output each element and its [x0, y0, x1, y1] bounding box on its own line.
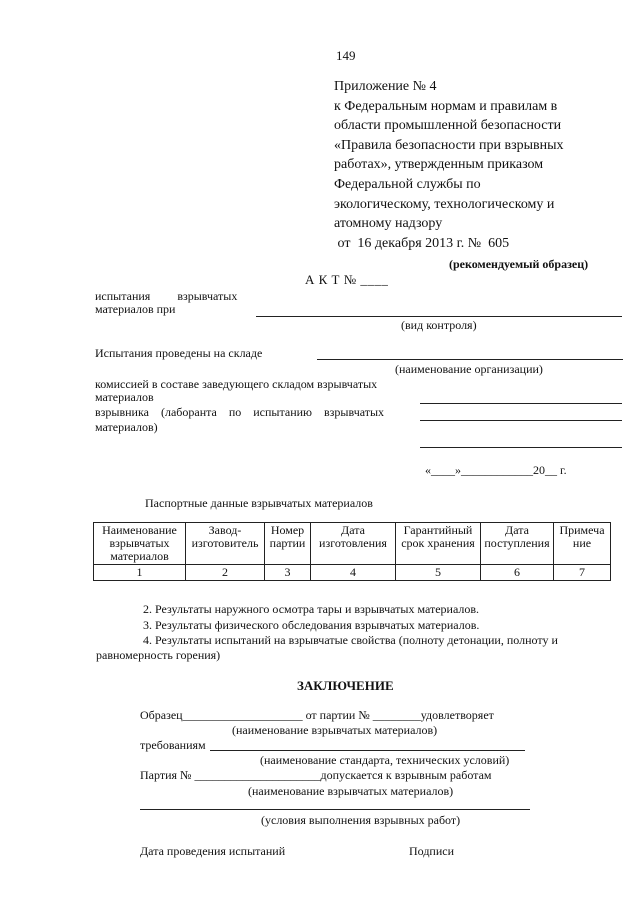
control-type-line	[256, 316, 622, 317]
table-cell: 4	[311, 565, 396, 581]
table-cell: 1	[94, 565, 186, 581]
result-line: 4. Результаты испытаний на взрывчатые свойства (полноту детонации, полноту и	[143, 633, 558, 647]
act-title: А К Т № ____	[305, 272, 389, 287]
conditions-caption: (условия выполнения взрывных работ)	[261, 813, 461, 827]
table-cell: 6	[481, 565, 554, 581]
appendix-line: работах», утвержденным приказом	[334, 157, 544, 173]
table-header: Гарантийный срок хранения	[396, 523, 481, 565]
org-line	[317, 359, 623, 360]
warehouse-label: Испытания проведены на складе	[95, 346, 263, 360]
commission-fill-line	[420, 420, 622, 421]
page-number: 149	[336, 48, 356, 63]
control-type-caption: (вид контроля)	[401, 318, 477, 332]
result-line: 3. Результаты физического обследования взрывчатых материалов.	[143, 618, 480, 632]
commission-line: комиссией в составе заведующего складом взрывчатых	[95, 377, 378, 391]
party-caption: (наименование взрывчатых материалов)	[248, 784, 454, 798]
commission-line: взрывника (лаборанта по испытанию взрывчатых	[95, 405, 385, 419]
table-cell: 5	[396, 565, 481, 581]
passport-title: Паспортные данные взрывчатых материалов	[145, 496, 373, 510]
commission-fill-line	[420, 447, 622, 448]
table-cell: 3	[265, 565, 311, 581]
appendix-line: от 16 декабря 2013 г. № 605	[334, 235, 510, 251]
appendix-block	[334, 77, 564, 253]
table-header: Дата изготовления	[311, 523, 396, 565]
appendix-line: к Федеральным нормам и правилам в	[334, 98, 558, 114]
sample-caption: (наименование взрывчатых материалов)	[232, 723, 438, 737]
test-line-1: испытания взрывчатых	[95, 289, 238, 303]
appendix-line: Федеральной службы по	[334, 176, 481, 192]
conclusion-title: ЗАКЛЮЧЕНИЕ	[297, 678, 394, 693]
passport-table	[93, 522, 611, 581]
requirements-label: требованиям	[140, 738, 206, 752]
org-caption: (наименование организации)	[395, 362, 543, 376]
conditions-line	[140, 809, 530, 810]
appendix-line: Приложение № 4	[334, 79, 437, 94]
result-line: равномерность горения)	[96, 648, 221, 662]
table-header: Дата поступления	[481, 523, 554, 565]
table-header-row	[94, 523, 611, 565]
table-cell: 2	[186, 565, 265, 581]
table-cell: 7	[554, 565, 611, 581]
table-header: Наименование взрывчатых материалов	[94, 523, 186, 565]
test-line-2: материалов при	[95, 302, 176, 316]
requirements-line	[210, 750, 525, 751]
commission-fill-line	[420, 403, 622, 404]
signatures-label: Подписи	[409, 844, 455, 858]
table-header: Завод- изготовитель	[186, 523, 265, 565]
test-date-label: Дата проведения испытаний	[140, 844, 286, 858]
appendix-line: «Правила безопасности при взрывных	[334, 137, 564, 153]
party-line: Партия № _____________________допускается к взрывным работам	[140, 768, 492, 782]
table-row	[94, 565, 611, 581]
commission-line: материалов)	[95, 420, 158, 434]
table-header: Номер партии	[265, 523, 311, 565]
result-line: 2. Результаты наружного осмотра тары и взрывчатых материалов.	[143, 602, 480, 616]
appendix-line: атомному надзору	[334, 216, 443, 232]
appendix-line: экологическому, технологическому и	[334, 196, 555, 212]
sample-line: Образец____________________ от партии № ________удовлетворяет	[140, 708, 494, 722]
commission-line: материалов	[95, 390, 154, 404]
standard-caption: (наименование стандарта, технических условий)	[260, 753, 510, 767]
appendix-line: области промышленной безопасности	[334, 118, 562, 134]
table-header: Примеча ние	[554, 523, 611, 565]
date-line: «____»____________20__ г.	[425, 463, 567, 477]
recommended-sample-note: (рекомендуемый образец)	[449, 257, 589, 271]
